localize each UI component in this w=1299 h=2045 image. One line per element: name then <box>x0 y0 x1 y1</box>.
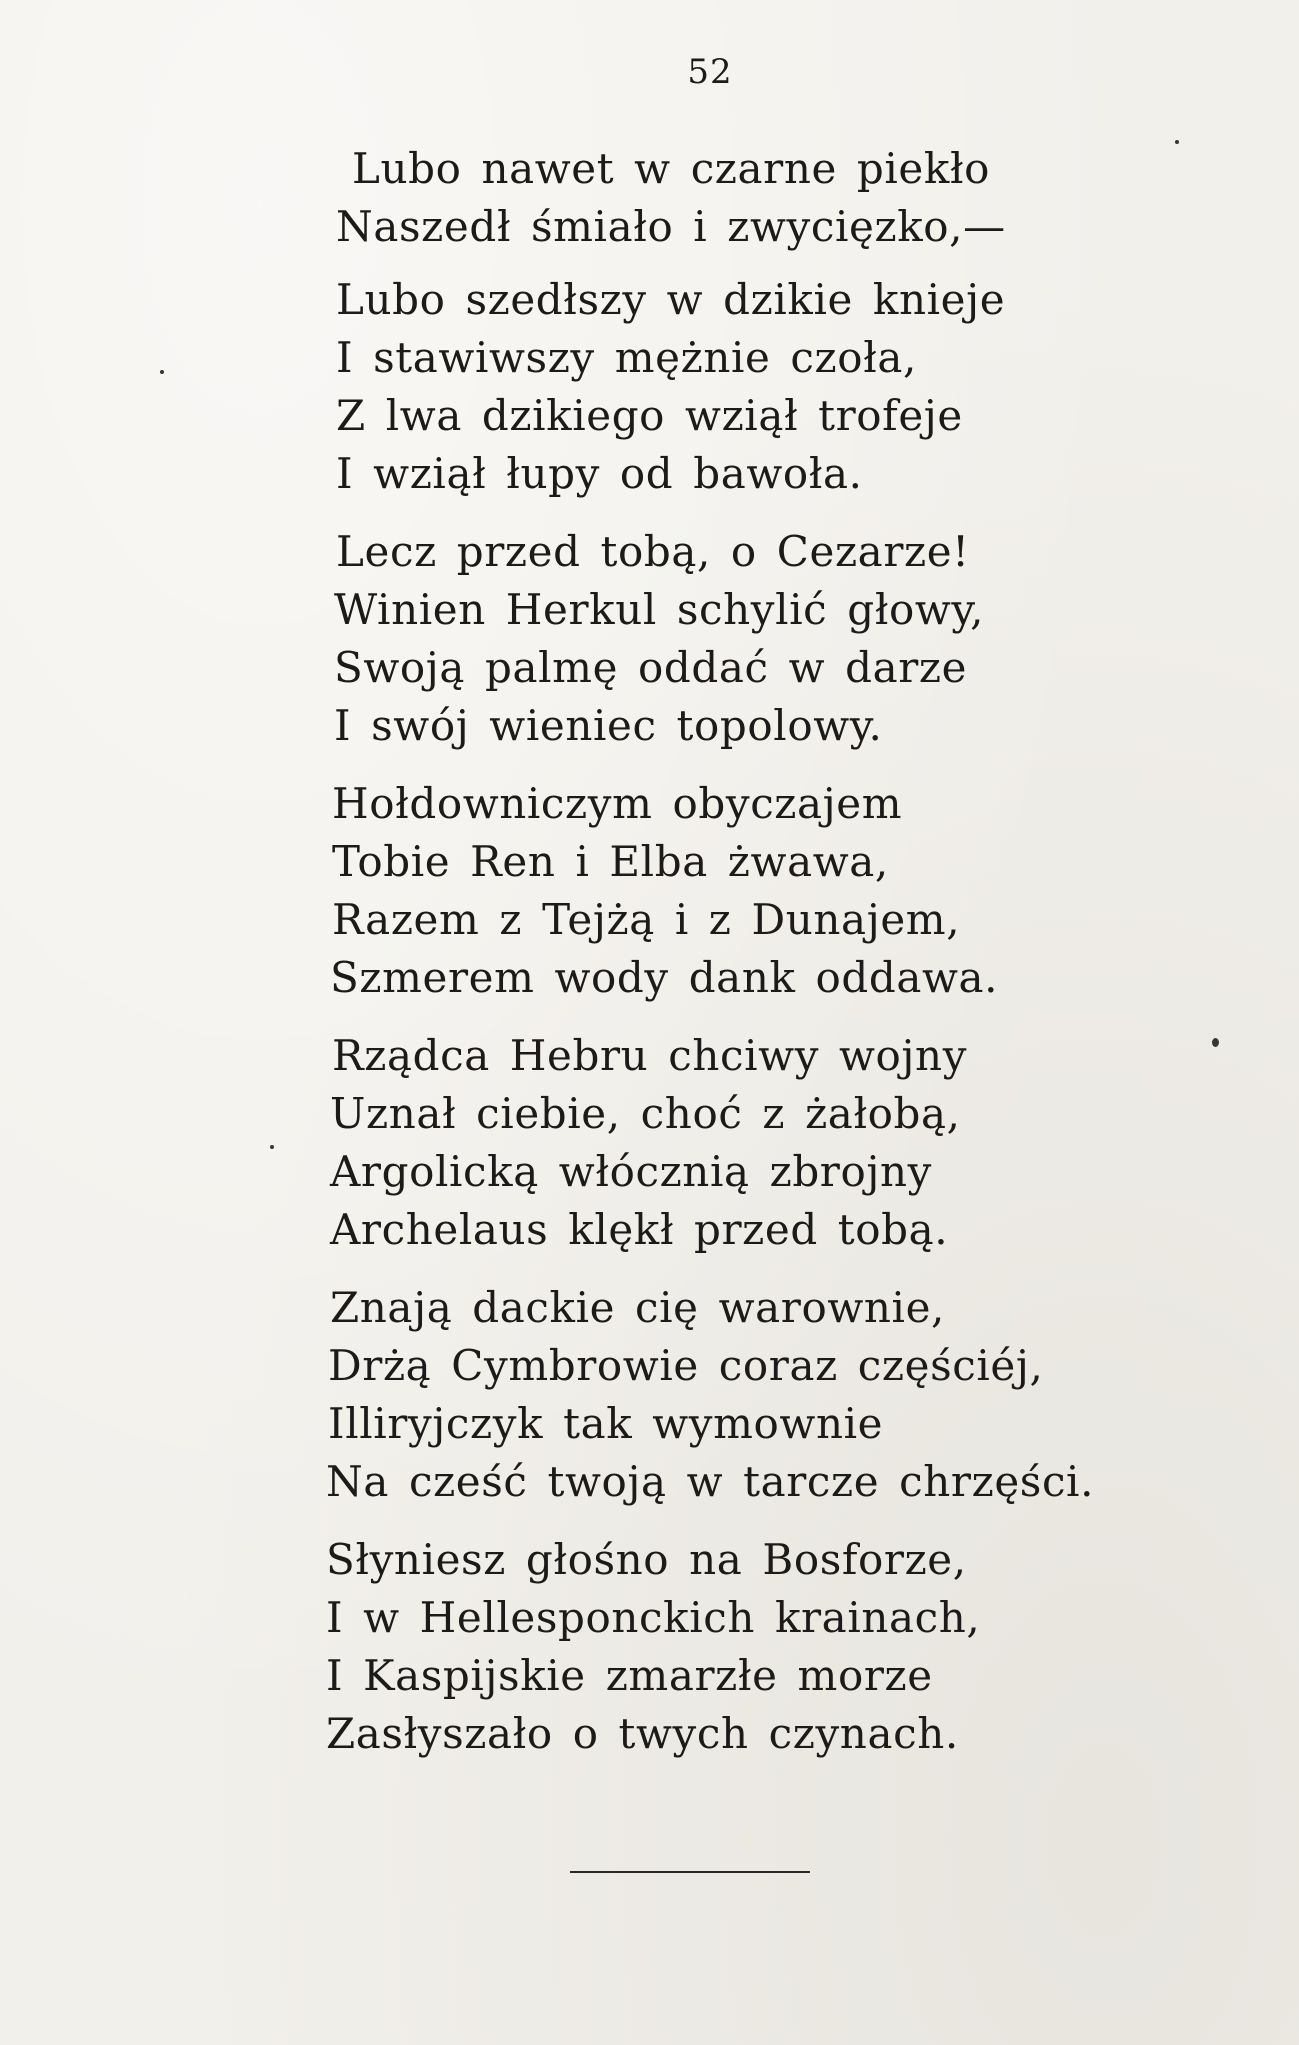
poem-line: I wziął łupy od bawoła. <box>336 449 863 498</box>
poem-line: Słyniesz głośno na Bosforze, <box>326 1535 967 1584</box>
poem <box>326 140 1130 1783</box>
stanza-1 <box>330 140 1130 256</box>
poem-line: Znają dackie cię warownie, <box>330 1283 945 1332</box>
end-rule <box>570 1871 810 1873</box>
print-speck <box>1212 1038 1219 1047</box>
poem-line: Szmerem wody dank oddawa. <box>330 953 999 1002</box>
poem-line: I swój wieniec topolowy. <box>334 701 883 750</box>
print-speck <box>160 370 164 374</box>
poem-line: I stawiwszy mężnie czoła, <box>336 333 917 382</box>
stanza-4 <box>330 775 1130 1007</box>
poem-line: Lubo nawet w czarne piekło <box>352 144 991 193</box>
poem-line: Archelaus klękł przed tobą. <box>330 1205 949 1254</box>
stanza-3 <box>330 523 1130 755</box>
print-speck <box>270 1145 274 1149</box>
page-number: 52 <box>687 52 733 92</box>
poem-line: Z lwa dzikiego wziął trofeje <box>336 391 963 440</box>
poem-line: Lubo szedłszy w dzikie knieje <box>336 275 1006 324</box>
print-speck <box>1175 140 1179 144</box>
poem-line: Argolicką włócznią zbrojny <box>330 1147 932 1196</box>
poem-line: Hołdowniczym obyczajem <box>332 779 903 828</box>
poem-line: I Kaspijskie zmarzłe morze <box>326 1651 933 1700</box>
poem-line: Swoją palmę oddać w darze <box>334 643 968 692</box>
poem-line: Winien Herkul schylić głowy, <box>334 585 985 634</box>
poem-line: I w Hellesponckich krainach, <box>326 1593 981 1642</box>
poem-line: Razem z Tejżą i z Dunajem, <box>332 895 961 944</box>
poem-line: Zasłyszało o twych czynach. <box>326 1709 959 1758</box>
poem-line: Tobie Ren i Elba żwawa, <box>332 837 889 886</box>
poem-line: Illiryjczyk tak wymownie <box>328 1399 884 1448</box>
poem-line: Uznał ciebie, choć z żałobą, <box>330 1089 961 1138</box>
stanza-6 <box>326 1279 1130 1511</box>
stanza-2 <box>330 271 1130 503</box>
poem-line: Na cześć twoją w tarcze chrzęści. <box>326 1457 1095 1506</box>
stanza-7 <box>326 1531 1130 1763</box>
poem-line: Rządca Hebru chciwy wojny <box>332 1031 968 1080</box>
poem-line: Drżą Cymbrowie coraz częściéj, <box>328 1341 1044 1390</box>
poem-line: Lecz przed tobą, o Cezarze! <box>336 527 970 576</box>
stanza-5 <box>330 1027 1130 1259</box>
poem-line: Naszedł śmiało i zwycięzko,— <box>336 202 1006 251</box>
